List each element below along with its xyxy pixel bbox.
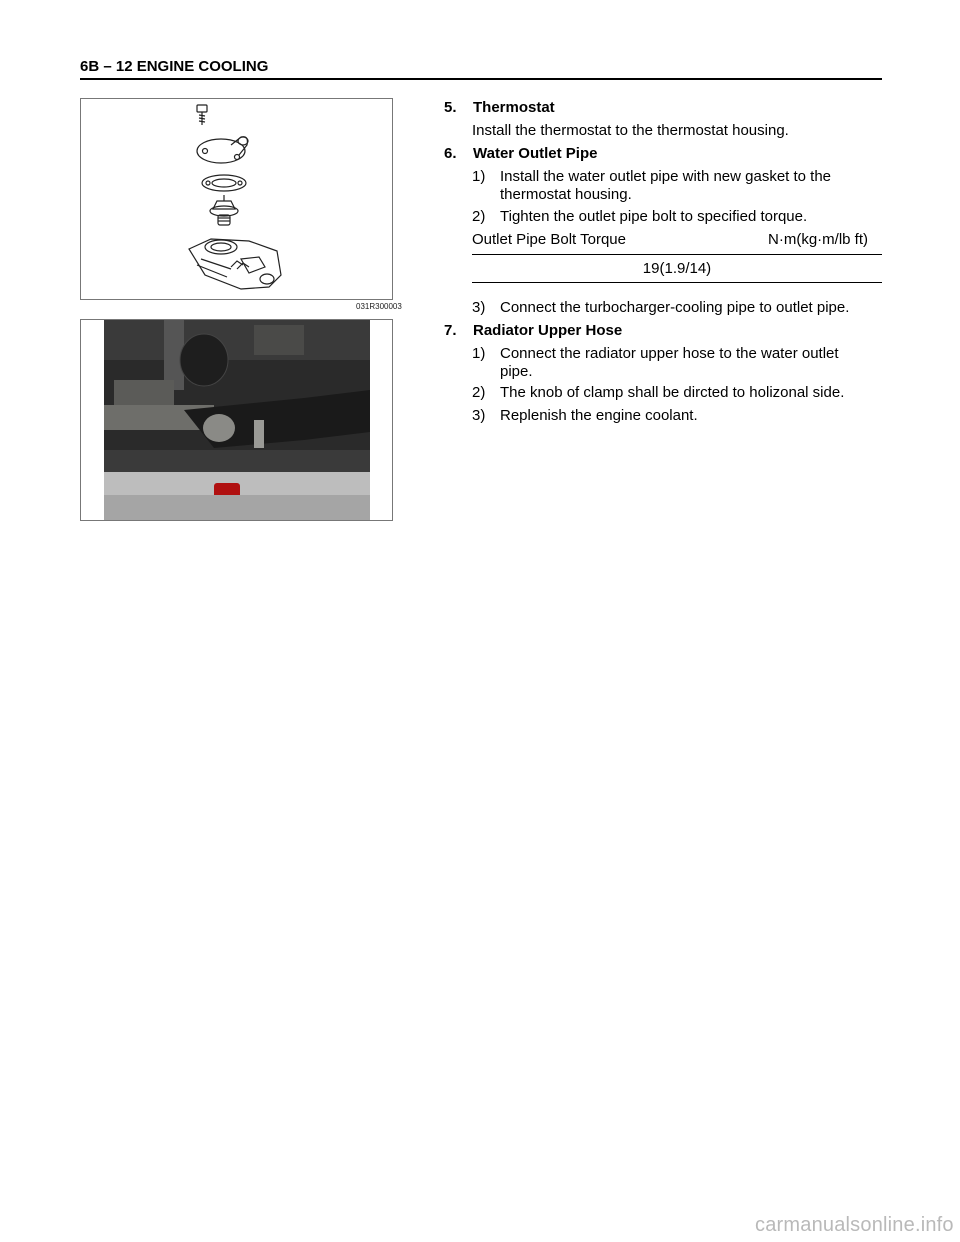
step-7-item-2-text: The knob of clamp shall be dircted to holizonal side. bbox=[500, 384, 845, 401]
step-7-item-3-text: Replenish the engine coolant. bbox=[500, 407, 698, 424]
outlet-pipe-part bbox=[197, 137, 248, 163]
step-7-number: 7. bbox=[444, 322, 457, 339]
step-7-title: Radiator Upper Hose bbox=[473, 322, 623, 339]
step-6-item-1-line-1: Install the water outlet pipe with new gasket to the bbox=[500, 168, 832, 185]
page-header: 6B – 12 ENGINE COOLING bbox=[80, 58, 882, 80]
step-7-item-1-line-2: pipe. bbox=[500, 363, 533, 380]
step-6-number: 6. bbox=[444, 145, 457, 162]
watermark: carmanualsonline.info bbox=[755, 1214, 954, 1236]
step-7-item-2-number: 2) bbox=[472, 384, 486, 401]
bolt-part bbox=[197, 105, 207, 125]
torque-label: Outlet Pipe Bolt Torque bbox=[472, 231, 626, 248]
step-6-item-1-number: 1) bbox=[472, 168, 486, 185]
step-6-item-2-text: Tighten the outlet pipe bolt to specified torque. bbox=[500, 208, 808, 225]
step-6-item-1-line-2: thermostat housing. bbox=[500, 186, 632, 203]
engine-photo-figure bbox=[80, 319, 393, 521]
torque-table-top-rule bbox=[472, 254, 882, 255]
torque-table-bottom-rule bbox=[472, 282, 882, 283]
step-6-item-3-text: Connect the turbocharger-cooling pipe to outlet pipe. bbox=[500, 299, 850, 316]
thermostat-housing-part bbox=[189, 239, 281, 289]
thermostat-part bbox=[210, 195, 238, 225]
step-6-item-3-number: 3) bbox=[472, 299, 486, 316]
step-6-item-2-number: 2) bbox=[472, 208, 486, 225]
figure-code: 031R300003 bbox=[356, 302, 402, 311]
gasket-part bbox=[202, 175, 246, 191]
thermostat-diagram bbox=[81, 99, 392, 299]
step-7-item-1-line-1: Connect the radiator upper hose to the water outlet bbox=[500, 345, 839, 362]
torque-value: 19(1.9/14) bbox=[642, 260, 712, 277]
step-5-body: Install the thermostat to the thermostat housing. bbox=[472, 122, 789, 139]
step-7-item-3-number: 3) bbox=[472, 407, 486, 424]
step-6-title: Water Outlet Pipe bbox=[473, 145, 598, 162]
engine-photo bbox=[104, 320, 370, 520]
step-7-item-1-number: 1) bbox=[472, 345, 486, 362]
thermostat-exploded-figure bbox=[80, 98, 393, 300]
torque-unit: N·m(kg·m/lb ft) bbox=[768, 231, 868, 248]
step-5-number: 5. bbox=[444, 99, 457, 116]
step-5-title: Thermostat bbox=[473, 99, 555, 116]
